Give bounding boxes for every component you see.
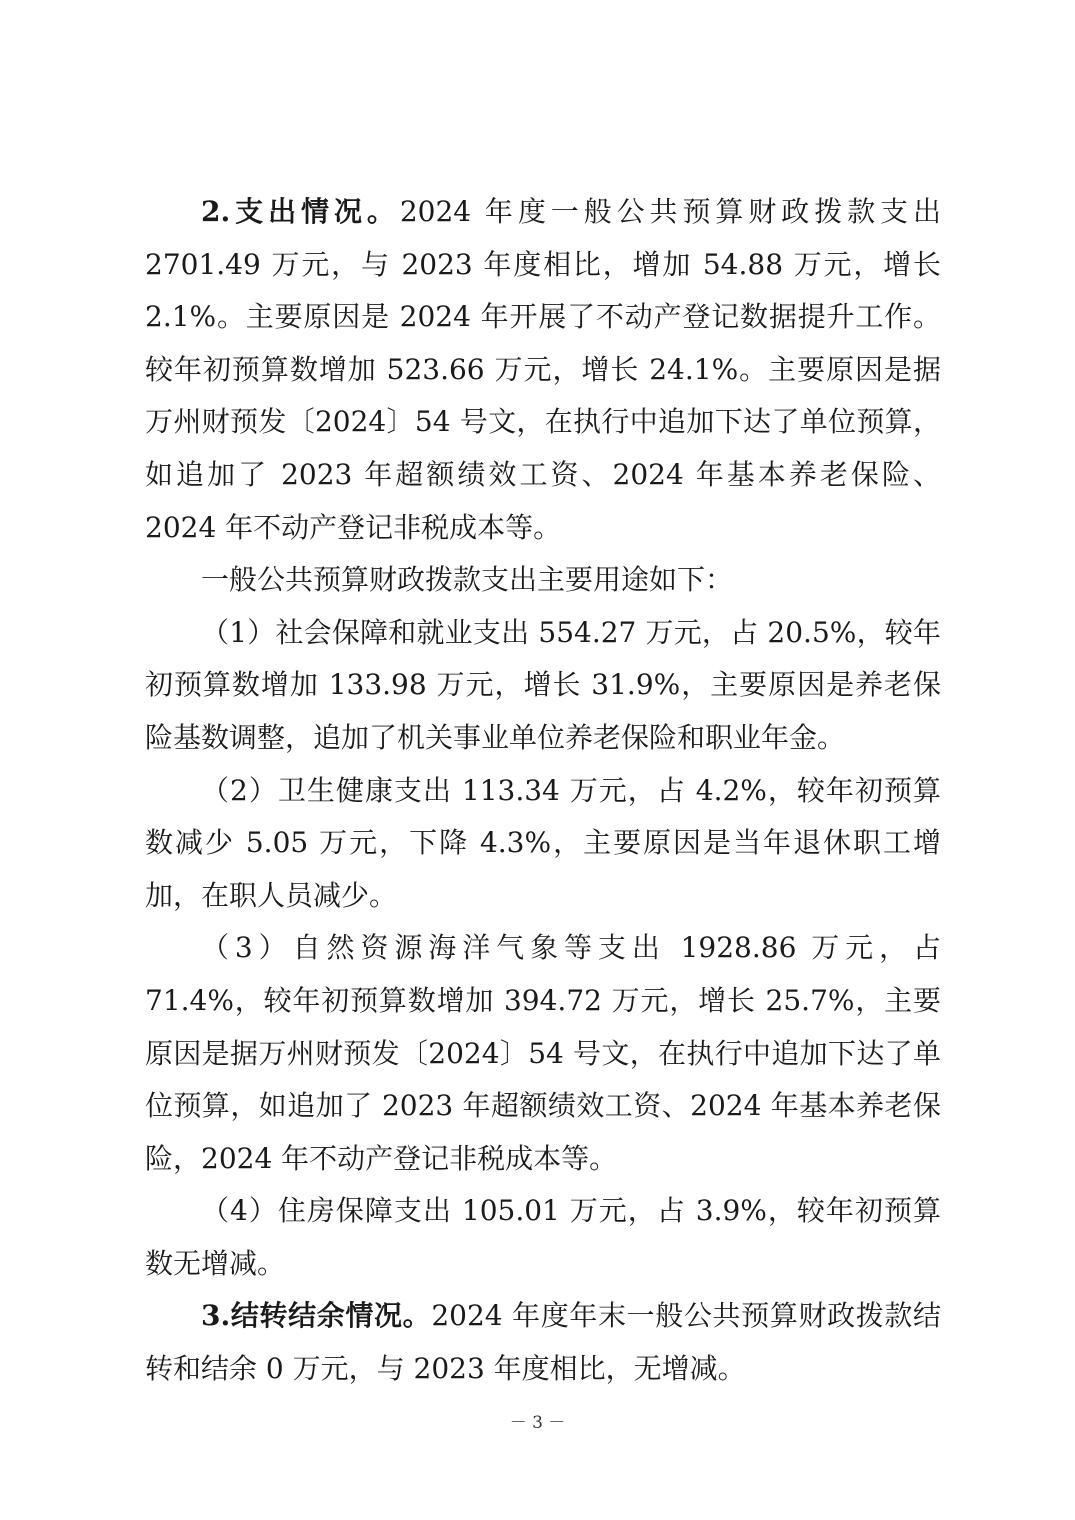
paragraph-text: 一般公共预算财政拨款支出主要用途如下： — [201, 563, 734, 597]
paragraph-text: （1）社会保障和就业支出 554.27 万元，占 20.5%，较年初预算数增加 133.98 万元，增长 31.9%，主要原因是养老保险基数调整，追加了机关事业单位养老保险和职业年金。 — [145, 615, 941, 754]
paragraph-text: （2）卫生健康支出 113.34 万元，占 4.2%，较年初预算数减少 5.05 万元，下降 4.3%，主要原因是当年退休职工增加，在职人员减少。 — [145, 773, 941, 912]
paragraph-text: 2024 年度一般公共预算财政拨款支出 2701.49 万元，与 2023 年度相比，增加 54.88 万元，增长 2.1%。主要原因是 2024 年开展了不动产登记数据提升工作。较年初预算数增加 523.66 万元，增长 24.1%。主要原因是据万州财预发〔2024〕54 号文，在执行中追加下达了单位预算，如追加了 2023 年超额绩效工资、2024 年基本养老保险、2024 年不动产登记非税成本等。 — [145, 195, 941, 544]
section-heading-carryover: 3.结转结余情况。 — [201, 1299, 432, 1333]
paragraph-text: 2024 年度年末一般公共预算财政拨款结转和结余 0 万元，与 2023 年度相比，无增减。 — [145, 1299, 941, 1386]
paragraph-main-uses — [145, 554, 941, 607]
paragraph-item-1-social-security — [145, 607, 941, 765]
paragraph-item-2-health — [145, 765, 941, 923]
paragraph-text: （3）自然资源海洋气象等支出 1928.86 万元，占 71.4%，较年初预算数增加 394.72 万元，增长 25.7%，主要原因是据万州财预发〔2024〕54 号文，在执行中追加下达了单位预算，如追加了 2023 年超额绩效工资、2024 年基本养老保险，2024 年不动产登记非税成本等。 — [145, 931, 941, 1175]
paragraph-item-3-natural-resources — [145, 922, 941, 1185]
page-number: － 3 － — [509, 1413, 566, 1433]
paragraph-expenditure — [145, 186, 941, 554]
section-heading-expenditure: 2.支出情况。 — [201, 195, 400, 228]
document-body — [145, 186, 941, 1396]
paragraph-text: （4）住房保障支出 105.01 万元，占 3.9%，较年初预算数无增减。 — [145, 1194, 941, 1280]
paragraph-carryover — [145, 1290, 941, 1395]
paragraph-item-4-housing — [145, 1185, 941, 1290]
